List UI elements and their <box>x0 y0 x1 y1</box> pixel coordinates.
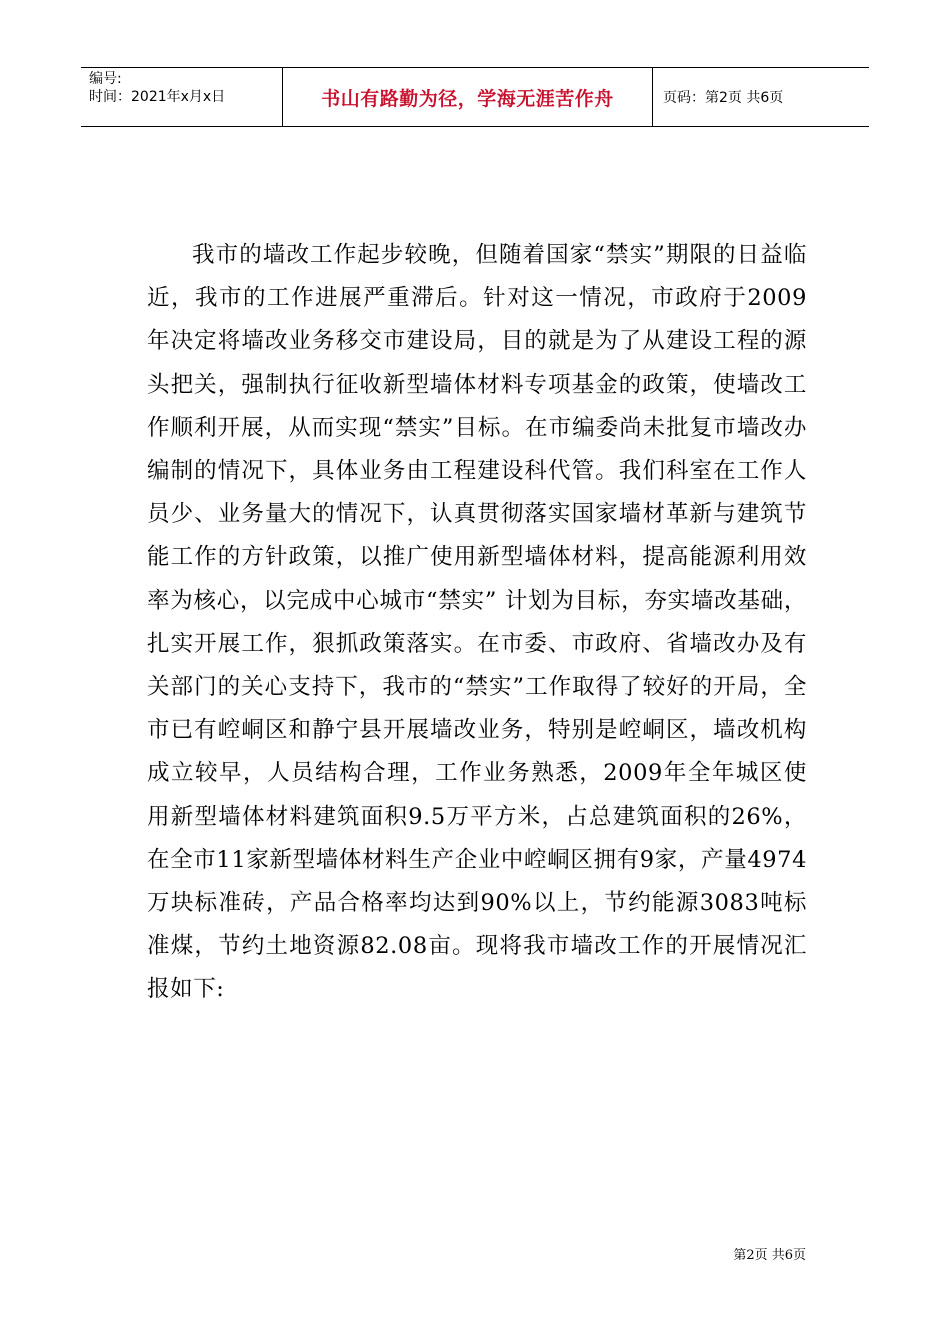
document-body <box>147 234 807 1012</box>
header-motto-cell <box>283 68 653 126</box>
page-header <box>81 67 869 127</box>
header-motto: 书山有路勤为径，学海无涯苦作舟 <box>321 87 614 110</box>
page-footer <box>733 1248 806 1264</box>
document-date: 时间：2021年x月x日 <box>89 89 226 105</box>
header-meta <box>81 68 283 126</box>
document-number-label: 编号: <box>89 71 122 87</box>
footer-page-indicator: 第2页 共6页 <box>733 1248 806 1263</box>
body-paragraph: 我市的墙改工作起步较晚，但随着国家“禁实”期限的日益临近，我市的工作进展严重滞后。针对这一情况，市政府于2009年决定将墙改业务移交市建设局，目的就是为了从建设工程的源头把关，强制执行征收新型墙体材料专项基金的政策，使墙改工作顺利开展，从而实现“禁实”目标。在市编委尚未批复市墙改办编制的情况下，具体业务由工程建设科代管。我们科室在工作人员少、业务量大的情况下，认真贯彻落实国家墙材革新与建筑节能工作的方针政策，以推广使用新型墙体材料，提高能源利用效率为核心，以完成中心城市“禁实” 计划为目标，夯实墙改基础，扎实开展工作，狠抓政策落实。在市委、市政府、省墙改办及有关部门的关心支持下，我市的“禁实”工作取得了较好的开局，全市已有崆峒区和静宁县开展墙改业务，特别是崆峒区，墙改机构成立较早，人员结构合理，工作业务熟悉，2009年全年城区使用新型墙体材料建筑面积9.5万平方米，占总建筑面积的26%，在全市11家新型墙体材料生产企业中崆峒区拥有9家，产量4974万块标准砖，产品合格率均达到90%以上，节约能源3083吨标准煤，节约土地资源82.08亩。现将我市墙改工作的开展情况汇报如下: <box>147 242 807 1003</box>
header-page-code: 页码：第2页 共6页 <box>663 90 784 106</box>
header-page-cell <box>653 68 869 126</box>
